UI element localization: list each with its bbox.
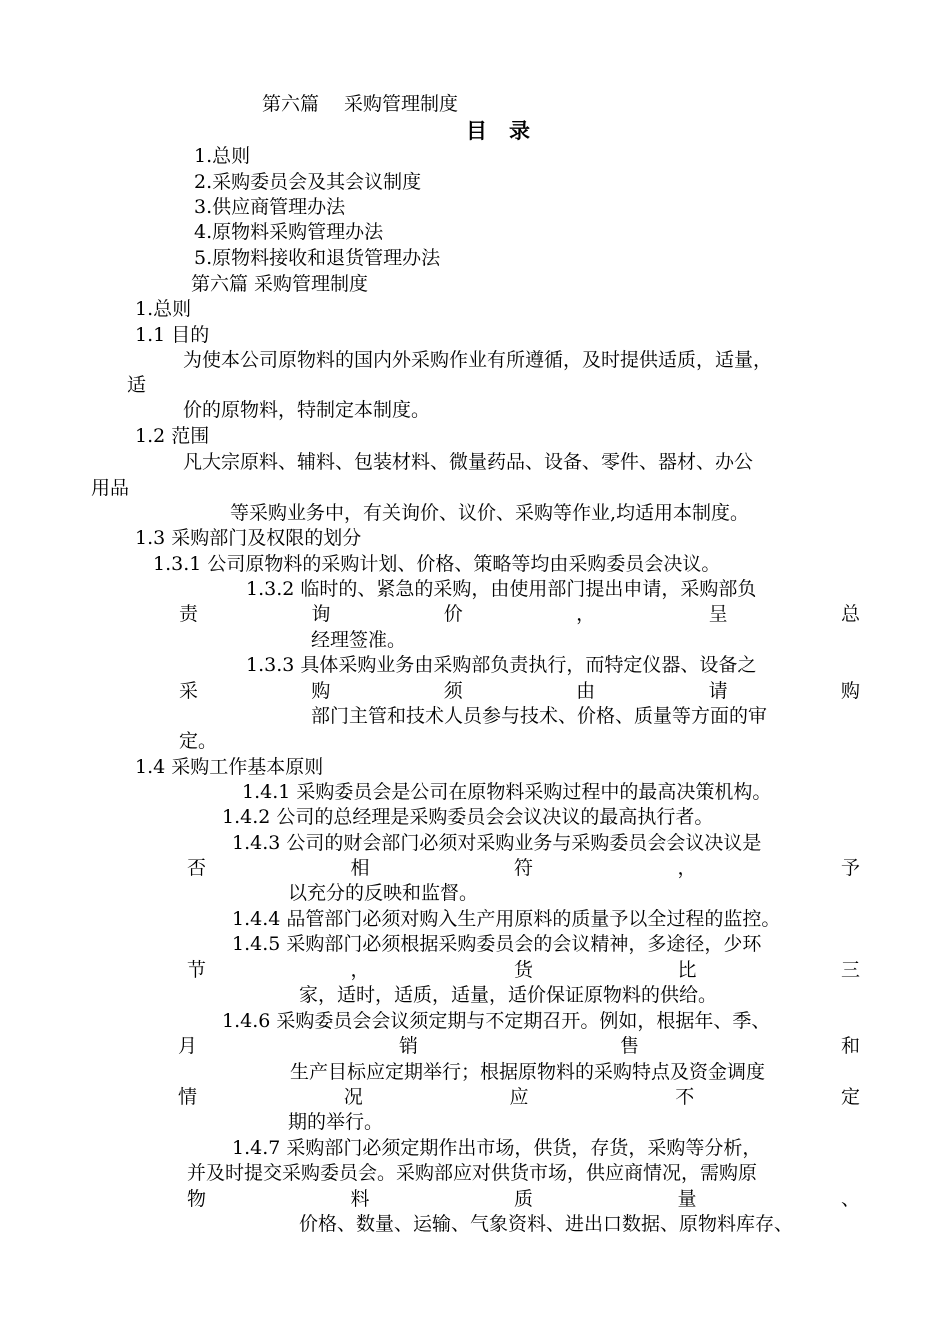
char: 购 xyxy=(840,680,860,702)
clause-line: 以充分的反映和监督。 xyxy=(288,882,479,904)
char: 量 xyxy=(677,1188,697,1210)
clause-line: 并及时提交采购委员会。采购部应对供货市场，供应商情况，需购原 xyxy=(187,1162,758,1184)
clause-line: 家，适时，适质，适量，适价保证原物料的供给。 xyxy=(299,984,718,1006)
char: 物 xyxy=(187,1188,207,1210)
clause-line: 经理签准。 xyxy=(311,629,407,651)
toc-title: 目录 xyxy=(466,118,552,143)
clause-line: 1.3.3 具体采购业务由采购部负责执行，而特定仪器、设备之 xyxy=(246,654,757,676)
char: 节 xyxy=(187,959,207,981)
char: 须 xyxy=(443,680,463,702)
char: 比 xyxy=(677,959,697,981)
justified-line xyxy=(179,602,860,626)
toc-item-1: 1.总则 xyxy=(194,145,251,167)
clause-line: 部门主管和技术人员参与技术、价格、质量等方面的审 xyxy=(311,705,768,727)
char: ， xyxy=(350,959,370,981)
clause-line: 价格、数量、运输、气象资料、进出口数据、原物料库存、 xyxy=(299,1213,794,1235)
paragraph-line: 凡大宗原料、辅料、包装材料、微量药品、设备、零件、器材、办公 xyxy=(183,451,754,473)
char: 符 xyxy=(513,857,533,879)
char: 料 xyxy=(350,1188,370,1210)
clause-line: 1.4.3 公司的财会部门必须对采购业务与采购委员会会议决议是 xyxy=(232,832,762,854)
chapter-title-repeat: 第六篇 采购管理制度 xyxy=(191,273,369,295)
char: 请 xyxy=(708,680,728,702)
char: ， xyxy=(677,857,697,879)
char: 定 xyxy=(840,1086,860,1108)
char: 采 xyxy=(179,680,199,702)
clause-line: 生产目标应定期举行；根据原物料的采购特点及资金调度 xyxy=(290,1061,766,1083)
char: ， xyxy=(576,603,596,625)
paragraph-line: 等采购业务中，有关询价、议价、采购等作业,均适用本制度。 xyxy=(230,502,750,524)
char: 由 xyxy=(576,680,596,702)
clause-line: 1.4.2 公司的总经理是采购委员会会议决议的最高执行者。 xyxy=(222,806,714,828)
clause-line: 定。 xyxy=(179,730,218,752)
char: 月 xyxy=(178,1035,198,1057)
chapter-title: 第六篇 采购管理制度 xyxy=(262,93,459,115)
char: 质 xyxy=(513,1188,533,1210)
clause-line: 1.4.7 采购部门必须定期作出市场，供货，存货，采购等分析， xyxy=(232,1137,762,1159)
paragraph-line: 为使本公司原物料的国内外采购作业有所遵循，及时提供适质，适量， xyxy=(183,349,773,371)
justified-line xyxy=(187,1187,860,1211)
toc-item-4: 4.原物料采购管理办法 xyxy=(194,221,384,243)
justified-line xyxy=(178,1034,860,1058)
justified-line xyxy=(187,856,860,880)
section-heading: 1.1 目的 xyxy=(135,324,210,346)
section-heading: 1.总则 xyxy=(135,298,192,320)
char: 、 xyxy=(840,1188,860,1210)
paragraph-line: 适 xyxy=(127,374,147,396)
char: 责 xyxy=(179,603,199,625)
char: 货 xyxy=(513,959,533,981)
char: 情 xyxy=(178,1086,198,1108)
clause-line: 期的举行。 xyxy=(288,1111,384,1133)
char: 总 xyxy=(840,603,860,625)
char: 否 xyxy=(187,857,207,879)
justified-line xyxy=(187,958,860,982)
clause-line: 1.4.4 品管部门必须对购入生产用原料的质量予以全过程的监控。 xyxy=(232,908,781,930)
char: 询 xyxy=(311,603,331,625)
char: 三 xyxy=(840,959,860,981)
section-heading: 1.4 采购工作基本原则 xyxy=(135,756,324,778)
paragraph-line: 用品 xyxy=(91,477,130,499)
char: 和 xyxy=(840,1035,860,1057)
char: 价 xyxy=(443,603,463,625)
clause-line: 1.4.1 采购委员会是公司在原物料采购过程中的最高决策机构。 xyxy=(242,781,772,803)
char: 呈 xyxy=(708,603,728,625)
toc-item-5: 5.原物料接收和退货管理办法 xyxy=(194,247,441,269)
char: 购 xyxy=(311,680,331,702)
justified-line xyxy=(178,1085,860,1109)
toc-item-3: 3.供应商管理办法 xyxy=(194,196,346,218)
char: 售 xyxy=(619,1035,639,1057)
char: 况 xyxy=(343,1086,363,1108)
char: 予 xyxy=(840,857,860,879)
char: 应 xyxy=(509,1086,529,1108)
clause-line: 1.4.6 采购委员会会议须定期与不定期召开。例如，根据年、季、 xyxy=(222,1010,771,1032)
section-heading: 1.2 范围 xyxy=(135,425,210,447)
justified-line xyxy=(179,679,860,703)
clause-line: 1.3.1 公司原物料的采购计划、价格、策略等均由采购委员会决议。 xyxy=(153,553,721,575)
paragraph-line: 价的原物料，特制定本制度。 xyxy=(183,399,431,421)
char: 不 xyxy=(675,1086,695,1108)
toc-item-2: 2.采购委员会及其会议制度 xyxy=(194,171,422,193)
char: 相 xyxy=(350,857,370,879)
clause-line: 1.3.2 临时的、紧急的采购，由使用部门提出申请，采购部负 xyxy=(246,578,757,600)
clause-line: 1.4.5 采购部门必须根据采购委员会的会议精神，多途径，少环 xyxy=(232,933,762,955)
char: 销 xyxy=(398,1035,418,1057)
section-heading: 1.3 采购部门及权限的划分 xyxy=(135,527,362,549)
